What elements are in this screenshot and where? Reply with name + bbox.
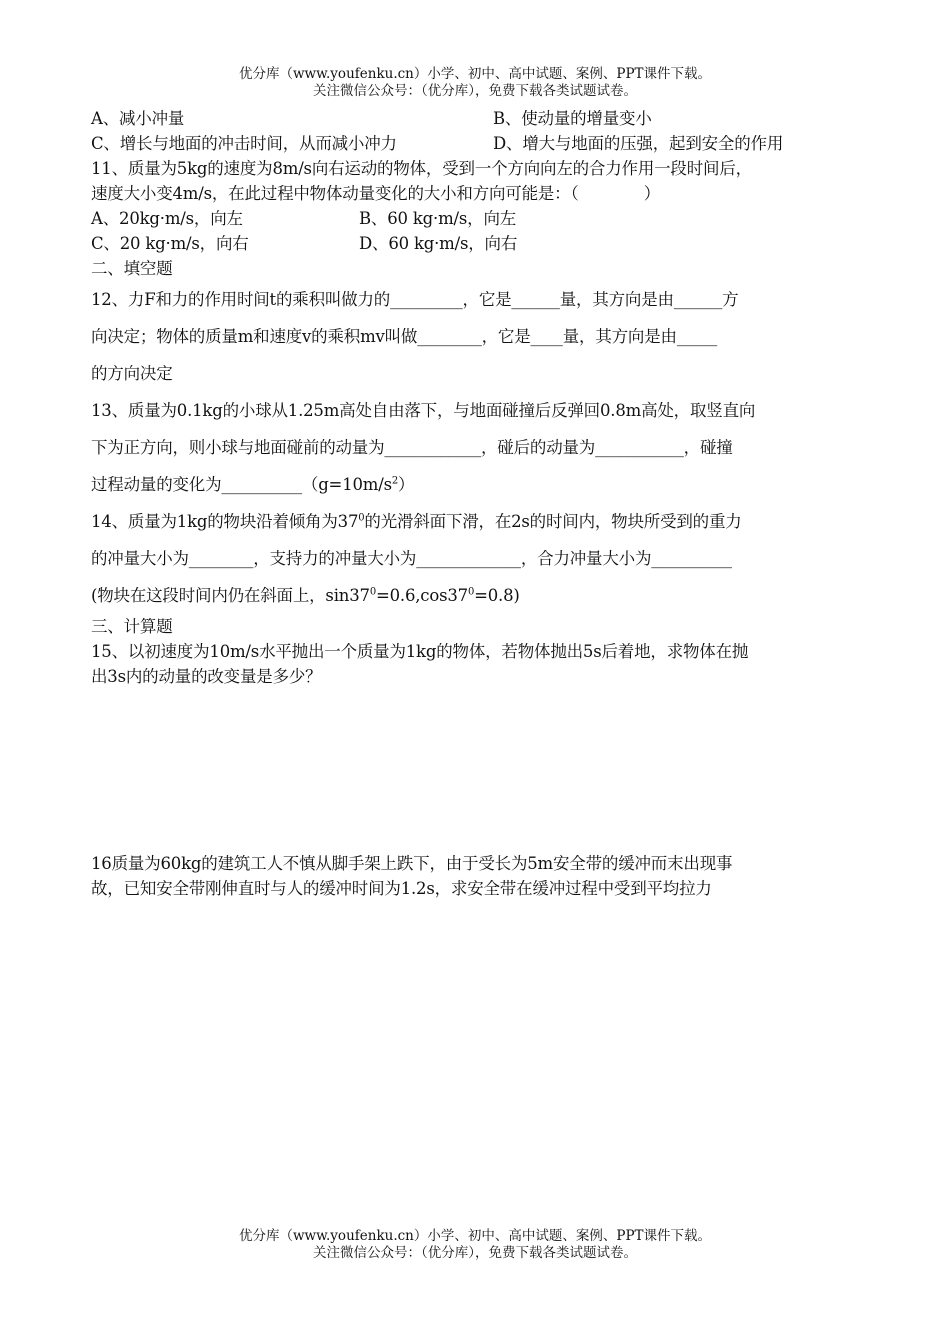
q13-line-2: 下为正方向，则小球与地面碰前的动量为____________，碰后的动量为___________，碰撞 <box>91 438 733 457</box>
footer-line-2: 关注微信公众号：（优分库），免费下载各类试题试卷。 <box>313 1245 637 1261</box>
q15-line-1: 15、以初速度为10m/s水平抛出一个质量为1kg的物体，若物体抛出5s后着地，求物体在抛 <box>91 642 749 661</box>
q14-line-3: (物块在这段时间内仍在斜面上，$\sin 37^0=0.6,\cos 37^0=0.8$) <box>91 586 520 605</box>
q16-line-1: 16质量为60kg的建筑工人不慎从脚手架上跌下，由于受长为5m安全带的缓冲而末出现事 <box>91 854 733 873</box>
document-body <box>91 106 861 901</box>
header-line-2: 关注微信公众号：（优分库），免费下载各类试题试卷。 <box>313 83 637 99</box>
q15-line-2: 出3s内的动量的改变量是多少？ <box>91 667 322 686</box>
q11-option-c: C、20 kg·m/s，向右 <box>91 234 249 253</box>
q11-line-1: 11、质量为5kg的速度为8m/s向右运动的物体，受到一个方向向左的合力作用一段时间后， <box>91 159 752 178</box>
q11-line-2: 速度大小变4m/s，在此过程中物体动量变化的大小和方向可能是：（ ） <box>91 184 661 203</box>
section-heading-calculation: 三、计算题 <box>91 617 173 636</box>
q11-options-cd <box>91 231 861 256</box>
q14-line-1: 14、质量为1kg的物块沿着倾角为$37^0$的光滑斜面下滑，在2s的时间内，物块所受到的重力 <box>91 512 742 531</box>
q11-option-a: A、20kg·m/s，向左 <box>91 209 243 228</box>
q10-option-a: A、减小冲量 <box>91 109 185 128</box>
q13-line-1: 13、质量为0.1kg的小球从1.25m高处自由落下，与地面碰撞后反弹回0.8m高处，取竖直向 <box>91 401 756 420</box>
answer-space <box>91 689 861 851</box>
q10-option-d: D、增大与地面的压强，起到安全的作用 <box>493 134 784 153</box>
page-header <box>0 66 950 100</box>
section-heading-fill-blank: 二、填空题 <box>91 259 173 278</box>
header-line-1: 优分库（www.youfenku.cn）小学、初中、高中试题、案例、PPT课件下载。 <box>238 66 712 82</box>
q11-options-ab <box>91 206 861 231</box>
page-footer <box>0 1228 950 1262</box>
q12-line-2: 向决定；物体的质量m和速度v的乘积mv叫做________，它是____量，其方向是由_____ <box>91 327 718 346</box>
q10-option-b: B、使动量的增量变小 <box>493 109 652 128</box>
q12-line-3: 的方向决定 <box>91 364 173 383</box>
q11-option-d: D、60 kg·m/s，向右 <box>359 234 518 253</box>
q13-line-3: 过程动量的变化为$\_\_\_\_\_\_\_\_\_\_(g=10m/s^2)$ <box>91 475 415 494</box>
q10-option-c: C、增长与地面的冲击时间，从而减小冲力 <box>91 134 397 153</box>
q14-line-2: 的冲量大小为________，支持力的冲量大小为_____________，合力冲量大小为__________ <box>91 549 732 568</box>
q11-option-b: B、60 kg·m/s，向左 <box>359 209 517 228</box>
footer-line-1: 优分库（www.youfenku.cn）小学、初中、高中试题、案例、PPT课件下载。 <box>238 1228 712 1244</box>
q10-options-cd <box>91 131 861 156</box>
q10-options-ab <box>91 106 861 131</box>
q12-line-1: 12、力F和力的作用时间t的乘积叫做力的_________，它是______量，其方向是由______方 <box>91 290 739 309</box>
q16-line-2: 故，已知安全带刚伸直时与人的缓冲时间为1.2s，求安全带在缓冲过程中受到平均拉力 <box>91 879 712 898</box>
